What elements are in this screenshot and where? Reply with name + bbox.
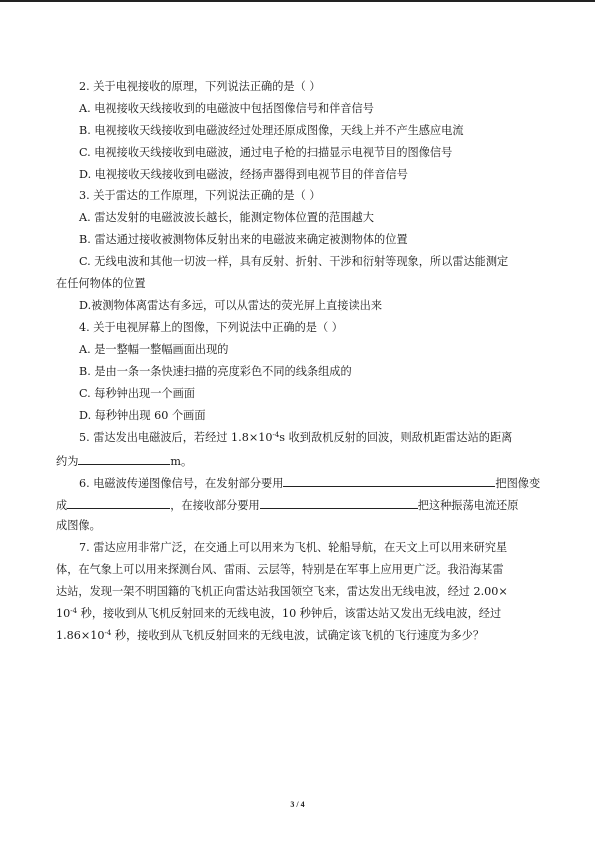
q5-text-b: s 收到敌机反射的回波，则敌机距雷达站的距离 [279, 431, 513, 444]
q5-exponent: -4 [272, 431, 280, 439]
q6-line-1 [79, 474, 540, 491]
q7-line-1: 7. 雷达应用非常广泛，在交通上可以用来为飞机、轮船导航，在天文上可以用来研究星 [79, 541, 508, 554]
q6-answer-blank-1[interactable] [283, 474, 495, 487]
q7-line-5 [56, 628, 484, 643]
q4-option-a: A. 是一整幅一整幅画面出现的 [79, 343, 229, 356]
q7-text-a: 10 [56, 607, 71, 620]
q6-line-3: 成图像。 [56, 519, 101, 532]
q5-answer-blank[interactable] [78, 452, 170, 465]
q3-option-a: A. 雷达发射的电磁波波长越长，能测定物体位置的范围越大 [79, 211, 374, 224]
q4-option-c: C. 每秒钟出现一个画面 [79, 387, 195, 400]
q4-stem: 4. 关于电视屏幕上的图像，下列说法中正确的是（ ） [79, 321, 343, 334]
q4-option-d: D. 每秒钟出现 60 个画面 [79, 409, 206, 422]
q7-exponent-2: -4 [104, 629, 112, 637]
q2-option-c: C. 电视接收天线接收到电磁波，通过电子枪的扫描显示电视节目的图像信号 [79, 146, 453, 159]
q5-line-1 [79, 430, 512, 445]
q6-text-e: 把这种振荡电流还原 [417, 499, 519, 512]
q5-text-d: m。 [170, 455, 193, 468]
q5-line-2 [56, 452, 192, 469]
q6-text-b: 把图像变 [495, 477, 541, 490]
q7-line-2: 体，在气象上可以用来探测台风、雷雨、云层等，特别是在军事上应用更广泛。我沿海某雷 [56, 563, 504, 576]
q7-text-b: 秒，接收到从飞机反射回来的无线电波，10 秒钟后，该雷达站又发出无线电波，经过 [77, 607, 502, 620]
page-number: 3 / 4 [290, 800, 305, 809]
q3-option-c-cont: 在任何物体的位置 [56, 277, 146, 290]
q6-text-d: ，在接收部分要用 [170, 499, 260, 512]
q3-option-b: B. 雷达通过接收被测物体反射出来的电磁波来确定被测物体的位置 [79, 233, 408, 246]
q2-option-b: B. 电视接收天线接收到电磁波经过处理还原成图像，天线上并不产生感应电流 [79, 124, 464, 137]
q2-option-a: A. 电视接收天线接收到的电磁波中包括图像信号和伴音信号 [79, 102, 374, 115]
q6-answer-blank-3[interactable] [260, 496, 418, 509]
q6-text-a: 6. 电磁波传递图像信号，在发射部分要用 [79, 477, 284, 490]
q7-line-3: 达站，发现一架不明国籍的飞机正向雷达站我国领空飞来，雷达发出无线电波，经过 2.00× [56, 585, 508, 598]
q7-line-4 [56, 606, 501, 621]
q7-text-c: 1.86×10 [56, 629, 105, 642]
q6-text-c: 成 [56, 499, 68, 512]
q3-option-d: D.被测物体离雷达有多远，可以从雷达的荧光屏上直接读出来 [79, 299, 383, 312]
q7-text-d: 秒，接收到从飞机反射回来的无线电波，试确定该飞机的飞行速度为多少？ [111, 629, 485, 642]
q4-option-b: B. 是由一条一条快速扫描的亮度彩色不同的线条组成的 [79, 365, 352, 378]
q6-answer-blank-2[interactable] [67, 496, 170, 509]
q5-text-c: 约为 [56, 455, 79, 468]
q3-option-c: C. 无线电波和其他一切波一样，具有反射、折射、干涉和衍射等现象，所以雷达能测定 [79, 255, 509, 268]
q3-stem: 3. 关于雷达的工作原理，下列说法正确的是（ ） [79, 189, 321, 202]
q7-exponent-1: -4 [70, 607, 78, 615]
q2-option-d: D. 电视接收天线接收到电磁波，经扬声器得到电视节目的伴音信号 [79, 168, 408, 181]
q5-text-a: 5. 雷达发出电磁波后，若经过 1.8×10 [79, 431, 273, 444]
q2-stem: 2. 关于电视接收的原理，下列说法正确的是（ ） [79, 80, 321, 93]
q6-line-2 [56, 496, 518, 513]
